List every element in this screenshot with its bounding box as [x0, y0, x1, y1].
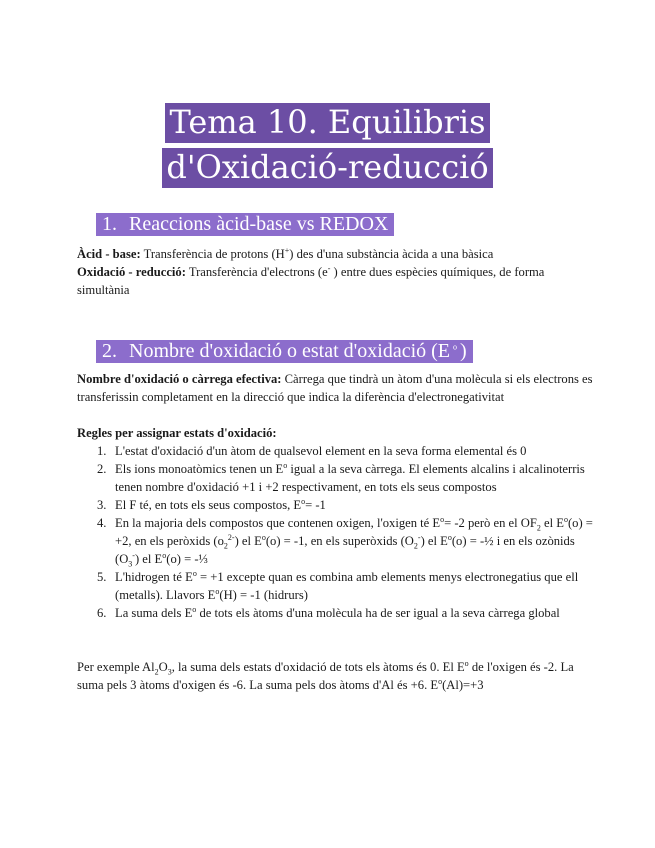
section-2-heading: 2. Nombre d'oxidació o estat d'oxidació (E $^o$ ): [96, 339, 473, 363]
section-1-title: Reaccions àcid-base vs REDOX: [126, 213, 391, 236]
list-item: 5. L'hidrogen té $E^o = +1$ excepte quan es combina amb elements menys electronegatius que ell (metalls). Llavors $E^o(H) = -1$ (hidrurs): [97, 568, 579, 602]
oxidation-number-definition: Nombre d'oxidació o càrrega efectiva: Càrrega que tindrà un àtom d'una molècula si els electrons es transferissin completament en la direcció que indica la diferència d'electronegativitat: [77, 372, 593, 404]
rules-label: Regles per assignar estats d'oxidació:: [77, 426, 277, 440]
section-1-heading: [96, 212, 394, 236]
redox-definition: Oxidació - reducció: Transferència d'electrons (e- ) entre dues espècies químiques, de forma simultània: [77, 263, 545, 297]
acid-base-definition: Àcid - base: Transferència de protons (H+) des d'una substància àcida a una bàsica: [77, 245, 494, 261]
oxidation-number-label: Nombre d'oxidació o càrrega efectiva:: [77, 372, 282, 386]
list-item: 1. L'estat d'oxidació d'un àtom de qualsevol element en la seva forma elemental és 0: [97, 444, 527, 458]
section-1-number: 1.: [99, 213, 120, 236]
list-item: 6. La suma dels $E^o$ de tots els àtoms d'una molècula ha de ser igual a la seva càrrega global: [97, 604, 560, 620]
redox-label: Oxidació - reducció:: [77, 265, 186, 279]
page-title: Tema 10. Equilibris: [165, 103, 489, 143]
example-paragraph: Per exemple $Al_2O_3$, la suma dels estats d'oxidació de tots els àtoms és 0. El $E^o$ de l'oxigen és -2. La suma pels 3 àtoms d'oxigen és -6. La suma pels dos àtoms d'Al és +6. $E^o(Al)=+3$: [77, 658, 574, 692]
title-line-1: [0, 103, 655, 141]
list-item: 4. En la majoria dels compostos que contenen oxigen, l'oxigen té $E^o= -2$ però en el $OF_2$ el $E^o(o) = +2$, en els peròxids $(o_2^{2-})$ el $E^o(o) = -1$, en els superòxids $(O_2^-)$ el $E^o(o)$ = -½ i en els ozònids $(O_3^-)$ el $E^o(o)$ = -⅓: [97, 514, 593, 569]
rules-list: [77, 442, 597, 622]
acid-base-label: Àcid - base:: [77, 247, 141, 261]
title-line-2: [0, 148, 655, 186]
list-item: 3. El F té, en tots els seus compostos, $E^o= -1$: [97, 496, 326, 512]
list-item: 2. Els ions monoatòmics tenen un $E^o$ igual a la seva càrrega. El elements alcalins i alcalinoterris tenen nombre d'oxidació +1 i +2 respectivament, en tots els seus compostos: [97, 460, 585, 494]
section-2-title: Nombre d'oxidació o estat d'oxidació (E: [126, 340, 453, 363]
section-2-number: 2.: [99, 340, 120, 363]
page-subtitle: d'Oxidació-reducció: [162, 148, 492, 188]
